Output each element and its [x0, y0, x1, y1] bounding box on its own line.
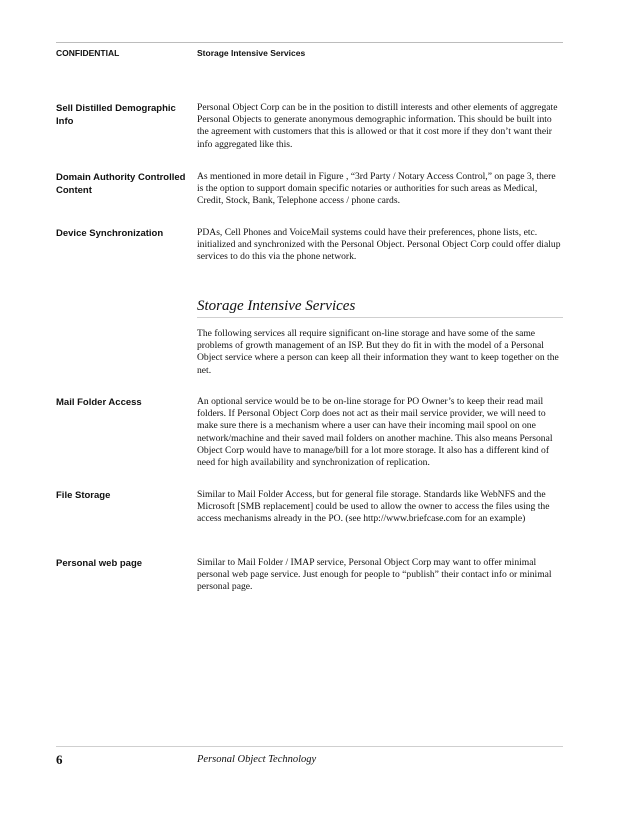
paragraph-mail-folder: An optional service would be to be on-line storage for PO Owner’s to keep their read mail folders. If Personal Object Corp does not act as their mail service provider, we will need to make sure there is a mechanism where a user can have their incoming mail spool on one network/machine and their saved mail folders on another machine. This also means Personal Object Corp would have to manage/bill for a lot more storage. It also has a different kind of need for high availability and synchronization of replication. — [197, 396, 553, 469]
header-section-title: Storage Intensive Services — [197, 48, 306, 58]
header-confidential: CONFIDENTIAL — [56, 48, 120, 58]
sidebar-heading-device-sync: Device Synchronization — [56, 228, 164, 239]
sidebar-heading-file-storage: File Storage — [56, 490, 111, 501]
sidebar-heading-personal-web-page: Personal web page — [56, 558, 143, 569]
section-rule — [197, 317, 563, 318]
paragraph-personal-web-page: Similar to Mail Folder / IMAP service, Personal Object Corp may want to offer minimal personal web page service. Just enough for people to “publish” their contact info or minimal personal page. — [197, 557, 552, 593]
header-rule — [56, 42, 563, 43]
footer-document-title: Personal Object Technology — [197, 754, 317, 765]
section-intro-paragraph: The following services all require significant on-line storage and have some of the same problems of growth management of an ISP. But they do fit in with the model of a Personal Object service where a person can keep all their information they want to keep together on the net. — [197, 328, 559, 376]
paragraph-sell-distilled: Personal Object Corp can be in the position to distill interests and other elements of aggregate Personal Objects to generate anonymous demographic information. This should be built into the agreement with customers that this is allowed or that it cost more if they don’t want their info aggregated like this. — [197, 102, 558, 150]
sidebar-heading-sell-distilled: Sell Distilled Demographic Info — [56, 103, 176, 127]
paragraph-device-sync: PDAs, Cell Phones and VoiceMail systems could have their preferences, phone lists, etc. initialized and synchronized with the Personal Object. Personal Object Corp could offer dialup services to do this via the phone network. — [197, 227, 561, 263]
section-heading: Storage Intensive Services — [197, 298, 356, 314]
footer-rule — [56, 746, 563, 747]
sidebar-heading-mail-folder: Mail Folder Access — [56, 397, 142, 408]
paragraph-file-storage: Similar to Mail Folder Access, but for general file storage. Standards like WebNFS and the Microsoft [SMB replacement] could be used to allow the owner to access the files using the access mechanisms already in the PO. (see http://www.briefcase.com for an example) — [197, 489, 550, 525]
paragraph-domain-authority: As mentioned in more detail in Figure , “3rd Party / Notary Access Control,” on page 3, there is the option to support domain specific notaries or authorities for such areas as Medical, Credit, Stock, Bank, Telephone access / phone cards. — [197, 171, 556, 207]
page-number: 6 — [56, 752, 63, 767]
sidebar-heading-domain-authority: Domain Authority Controlled Content — [56, 172, 186, 196]
